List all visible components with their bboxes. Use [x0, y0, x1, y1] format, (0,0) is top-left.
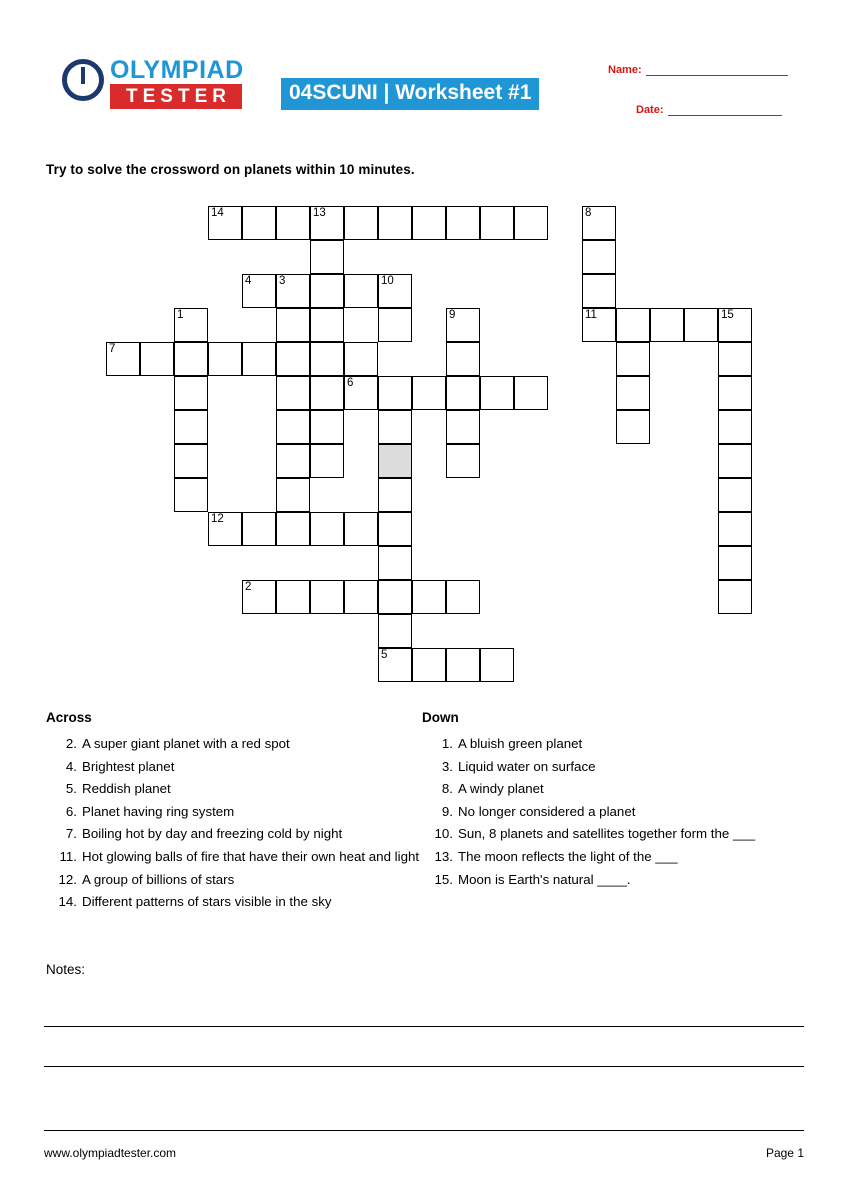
crossword-cell-number: 7: [109, 343, 116, 355]
name-label: Name:: [608, 64, 642, 76]
clue-number: 6.: [65, 803, 77, 819]
crossword-cell-number: 14: [211, 207, 224, 219]
crossword-cell[interactable]: [446, 410, 480, 444]
crossword-cell[interactable]: [582, 274, 616, 308]
crossword-cell[interactable]: [208, 512, 242, 546]
crossword-cell[interactable]: [378, 410, 412, 444]
crossword-cell[interactable]: [310, 206, 344, 240]
notes-writing-line[interactable]: [44, 1026, 804, 1027]
notes-writing-line[interactable]: [44, 1066, 804, 1067]
crossword-cell[interactable]: [208, 206, 242, 240]
crossword-cell-number: 8: [585, 207, 592, 219]
crossword-cell[interactable]: [276, 342, 310, 376]
crossword-cell[interactable]: [174, 376, 208, 410]
down-clue-list: [422, 733, 822, 891]
instruction-text: Try to solve the crossword on planets within 10 minutes.: [46, 162, 415, 177]
down-heading: Down: [422, 710, 459, 725]
clue-item: [422, 869, 822, 892]
crossword-cell[interactable]: [446, 308, 480, 342]
crossword-cell[interactable]: [276, 478, 310, 512]
crossword-cell-number: 5: [381, 649, 388, 661]
clue-text: A windy planet: [458, 781, 544, 797]
crossword-cell[interactable]: [276, 512, 310, 546]
crossword-cell[interactable]: [276, 206, 310, 240]
crossword-cell[interactable]: [310, 512, 344, 546]
crossword-cell[interactable]: [378, 580, 412, 614]
crossword-cell[interactable]: [446, 376, 480, 410]
clue-number: 15.: [434, 871, 453, 887]
crossword-cell[interactable]: [310, 444, 344, 478]
crossword-cell[interactable]: [718, 410, 752, 444]
crossword-cell[interactable]: [344, 274, 378, 308]
crossword-cell[interactable]: [106, 342, 140, 376]
clue-item: [422, 846, 822, 869]
crossword-cell[interactable]: [344, 206, 378, 240]
date-label: Date:: [636, 104, 664, 116]
crossword-cell[interactable]: [242, 512, 276, 546]
crossword-cell[interactable]: [276, 444, 310, 478]
crossword-cell[interactable]: [174, 308, 208, 342]
crossword-cell[interactable]: [582, 206, 616, 240]
crossword-cell[interactable]: [378, 648, 412, 682]
clue-number: 14.: [58, 894, 77, 910]
crossword-cell[interactable]: [310, 580, 344, 614]
clue-item: [46, 778, 421, 801]
crossword-cell[interactable]: [446, 342, 480, 376]
crossword-cell[interactable]: [718, 376, 752, 410]
crossword-cell[interactable]: [174, 478, 208, 512]
crossword-cell[interactable]: [480, 648, 514, 682]
crossword-cell[interactable]: [378, 274, 412, 308]
crossword-cell[interactable]: [344, 580, 378, 614]
crossword-cell[interactable]: [718, 546, 752, 580]
clue-text: Brightest planet: [82, 758, 175, 774]
crossword-cell[interactable]: [378, 614, 412, 648]
clue-number: 9.: [441, 803, 453, 819]
crossword-cell[interactable]: [718, 580, 752, 614]
crossword-cell[interactable]: [412, 580, 446, 614]
clue-number: 10.: [434, 826, 453, 842]
clue-item: [46, 823, 421, 846]
crossword-cell[interactable]: [582, 308, 616, 342]
crossword-cell[interactable]: [242, 206, 276, 240]
clue-text: Planet having ring system: [82, 803, 235, 819]
crossword-cell[interactable]: [378, 308, 412, 342]
clue-item: [46, 846, 421, 869]
crossword-cell-number: 10: [381, 275, 394, 287]
crossword-cell[interactable]: [684, 308, 718, 342]
crossword-cell[interactable]: [514, 206, 548, 240]
clue-number: 8.: [441, 781, 453, 797]
crossword-cell[interactable]: [276, 580, 310, 614]
crossword-cell[interactable]: [616, 410, 650, 444]
notes-label: Notes:: [46, 962, 86, 977]
clue-number: 11.: [59, 848, 77, 864]
crossword-cell[interactable]: [276, 376, 310, 410]
crossword-cell-number: 3: [279, 275, 286, 287]
crossword-cell[interactable]: [140, 342, 174, 376]
clue-number: 2.: [65, 736, 77, 751]
crossword-cell[interactable]: [344, 342, 378, 376]
crossword-cell[interactable]: [276, 410, 310, 444]
clue-item: [422, 733, 822, 756]
crossword-cell-number: 6: [347, 377, 354, 389]
clue-text: No longer considered a planet: [458, 803, 636, 819]
crossword-cell[interactable]: [378, 206, 412, 240]
logo-wordmark-bottom: TESTER: [110, 84, 242, 109]
crossword-cell[interactable]: [582, 240, 616, 274]
crossword-cell[interactable]: [650, 308, 684, 342]
crossword-cell[interactable]: [208, 342, 242, 376]
crossword-cell[interactable]: [378, 478, 412, 512]
crossword-cell[interactable]: [412, 648, 446, 682]
crossword-cell[interactable]: [446, 648, 480, 682]
crossword-cell[interactable]: [242, 580, 276, 614]
crossword-cell[interactable]: [514, 376, 548, 410]
clue-number: 7.: [65, 826, 77, 842]
clue-text: Sun, 8 planets and satellites together form the ___: [458, 826, 756, 842]
across-heading: Across: [46, 710, 92, 725]
crossword-cell[interactable]: [378, 376, 412, 410]
crossword-cell[interactable]: [480, 206, 514, 240]
crossword-cell[interactable]: [276, 274, 310, 308]
clue-number: 12.: [58, 871, 77, 887]
crossword-cell[interactable]: [446, 206, 480, 240]
clue-number: 1.: [441, 736, 453, 751]
crossword-cell[interactable]: [378, 512, 412, 546]
crossword-cell[interactable]: [378, 546, 412, 580]
crossword-cell[interactable]: [412, 376, 446, 410]
crossword-cell[interactable]: [174, 342, 208, 376]
clue-number: 4.: [65, 758, 77, 774]
crossword-cell-number: 13: [313, 207, 326, 219]
clue-text: A super giant planet with a red spot: [82, 736, 290, 751]
crossword-cell[interactable]: [344, 376, 378, 410]
crossword-cell[interactable]: [242, 274, 276, 308]
crossword-cell[interactable]: [310, 274, 344, 308]
clue-text: Reddish planet: [82, 781, 171, 797]
clue-item: [46, 891, 421, 914]
footer-website-url[interactable]: www.olympiadtester.com: [44, 1146, 177, 1160]
clue-text: Boiling hot by day and freezing cold by night: [82, 826, 343, 842]
across-clues-column: [46, 710, 421, 914]
logo-wordmark-top: OLYMPIAD: [110, 56, 244, 84]
across-clue-list: [46, 733, 421, 914]
crossword-cell[interactable]: [310, 410, 344, 444]
crossword-cell-number: 1: [177, 309, 184, 321]
footer-divider: [44, 1130, 804, 1131]
crossword-cell[interactable]: [616, 308, 650, 342]
crossword-cell[interactable]: [174, 444, 208, 478]
crossword-cell-shaded[interactable]: [378, 444, 412, 478]
crossword-cell[interactable]: [718, 512, 752, 546]
crossword-cell[interactable]: [310, 342, 344, 376]
clue-text: A group of billions of stars: [82, 871, 235, 887]
clue-item: [46, 756, 421, 779]
crossword-cell[interactable]: [242, 342, 276, 376]
crossword-cell[interactable]: [344, 512, 378, 546]
crossword-cell[interactable]: [310, 376, 344, 410]
clue-text: Liquid water on surface: [458, 758, 596, 774]
crossword-cell-number: 9: [449, 309, 456, 321]
clue-item: [46, 733, 421, 756]
crossword-cell-number: 11: [585, 309, 597, 321]
crossword-cell[interactable]: [174, 410, 208, 444]
clue-item: [422, 778, 822, 801]
crossword-cell[interactable]: [480, 376, 514, 410]
clue-text: The moon reflects the light of the ___: [458, 848, 678, 864]
clue-text: Hot glowing balls of fire that have their own heat and light: [82, 848, 420, 864]
crossword-cell[interactable]: [446, 580, 480, 614]
clue-text: Moon is Earth's natural ____.: [458, 871, 631, 887]
crossword-cell-number: 4: [245, 275, 252, 287]
worksheet-title-badge: 04SCUNI | Worksheet #1: [281, 78, 539, 110]
crossword-cell-number: 15: [721, 309, 734, 321]
crossword-cell[interactable]: [310, 308, 344, 342]
crossword-cell[interactable]: [616, 342, 650, 376]
crossword-cell[interactable]: [276, 308, 310, 342]
crossword-cell[interactable]: [446, 444, 480, 478]
crossword-cell[interactable]: [616, 376, 650, 410]
footer-page-number: Page 1: [765, 1146, 804, 1160]
crossword-cell[interactable]: [718, 444, 752, 478]
crossword-cell[interactable]: [718, 478, 752, 512]
crossword-cell-number: 2: [245, 581, 252, 593]
clue-number: 13.: [434, 848, 453, 864]
crossword-cell[interactable]: [718, 342, 752, 376]
clue-item: [46, 869, 421, 892]
clue-item: [46, 801, 421, 824]
clue-number: 5.: [65, 781, 77, 797]
crossword-cell-number: 12: [211, 513, 224, 525]
clue-number: 3.: [441, 758, 453, 774]
crossword-cell[interactable]: [310, 240, 344, 274]
clue-item: [422, 756, 822, 779]
clue-text: Different patterns of stars visible in the sky: [82, 894, 332, 910]
crossword-cell[interactable]: [718, 308, 752, 342]
down-clues-column: [422, 710, 822, 891]
clue-item: [422, 801, 822, 824]
clue-text: A bluish green planet: [458, 736, 583, 751]
clue-item: [422, 823, 822, 846]
crossword-cell[interactable]: [412, 206, 446, 240]
